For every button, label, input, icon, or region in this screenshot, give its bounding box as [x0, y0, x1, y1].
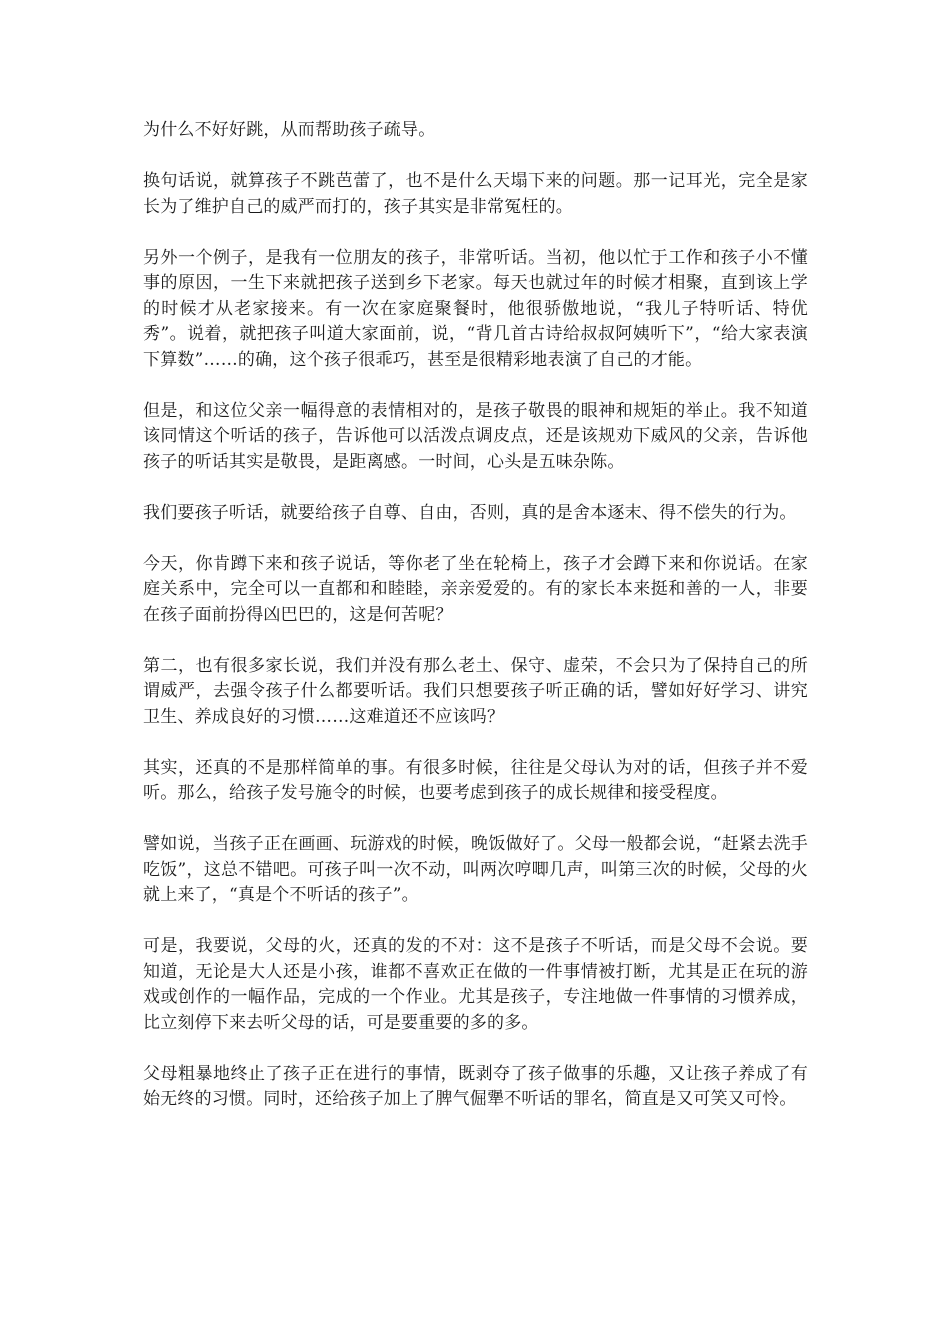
paragraph: 另外一个例子，是我有一位朋友的孩子，非常听话。当初，他以忙于工作和孩子小不懂事的原因，一生下来就把孩子送到乡下老家。每天也就过年的时候才相聚，直到该上学的时候才从老家接来。有一次在家庭聚餐时，他很骄傲地说，“我儿子特听话、特优秀”。说着，就把孩子叫道大家面前，说，“背几首古诗给叔叔阿姨听下”，“给大家表演下算数”……的确，这个孩子很乖巧，甚至是很精彩地表演了自己的才能。 [143, 247, 808, 370]
paragraph: 但是，和这位父亲一幅得意的表情相对的，是孩子敬畏的眼神和规矩的举止。我不知道该同情这个听话的孩子，告诉他可以活泼点调皮点，还是该规劝下威风的父亲，告诉他孩子的听话其实是敬畏，是距离感。一时间，心头是五味杂陈。 [143, 400, 808, 472]
paragraph: 换句话说，就算孩子不跳芭蕾了，也不是什么天塌下来的问题。那一记耳光，完全是家长为了维护自己的威严而打的，孩子其实是非常冤枉的。 [143, 171, 808, 217]
paragraph: 我们要孩子听话，就要给孩子自尊、自由，否则，真的是舍本逐末、得不偿失的行为。 [143, 502, 797, 523]
paragraph: 第二，也有很多家长说，我们并没有那么老土、保守、虚荣，不会只为了保持自己的所谓威严，去强令孩子什么都要听话。我们只想要孩子听正确的话，譬如好好学习、讲究卫生、养成良好的习惯……这难道还不应该吗？ [143, 655, 808, 727]
paragraph: 今天，你肯蹲下来和孩子说话，等你老了坐在轮椅上，孩子才会蹲下来和你说话。在家庭关系中，完全可以一直都和和睦睦，亲亲爱爱的。有的家长本来挺和善的一人，非要在孩子面前扮得凶巴巴的，这是何苦呢？ [143, 553, 808, 625]
paragraph: 父母粗暴地终止了孩子正在进行的事情，既剥夺了孩子做事的乐趣，又让孩子养成了有始无终的习惯。同时，还给孩子加上了脾气倔犟不听话的罪名，简直是又可笑又可怜。 [143, 1063, 808, 1109]
paragraph: 为什么不好好跳，从而帮助孩子疏导。 [143, 120, 436, 140]
document-body [143, 118, 808, 1138]
paragraph: 其实，还真的不是那样简单的事。有很多时候，往往是父母认为对的话，但孩子并不爱听。那么，给孩子发号施令的时候，也要考虑到孩子的成长规律和接受程度。 [143, 757, 808, 803]
paragraph: 譬如说，当孩子正在画画、玩游戏的时候，晚饭做好了。父母一般都会说，“赶紧去洗手吃饭”，这总不错吧。可孩子叫一次不动，叫两次哼唧几声，叫第三次的时候，父母的火就上来了，“真是个不听话的孩子”。 [143, 834, 808, 905]
paragraph: 可是，我要说，父母的火，还真的发的不对：这不是孩子不听话，而是父母不会说。要知道，无论是大人还是小孩，谁都不喜欢正在做的一件事情被打断，尤其是正在玩的游戏或创作的一幅作品，完成的一个作业。尤其是孩子，专注地做一件事情的习惯养成，比立刻停下来去听父母的话，可是要重要的多的多。 [143, 936, 808, 1033]
